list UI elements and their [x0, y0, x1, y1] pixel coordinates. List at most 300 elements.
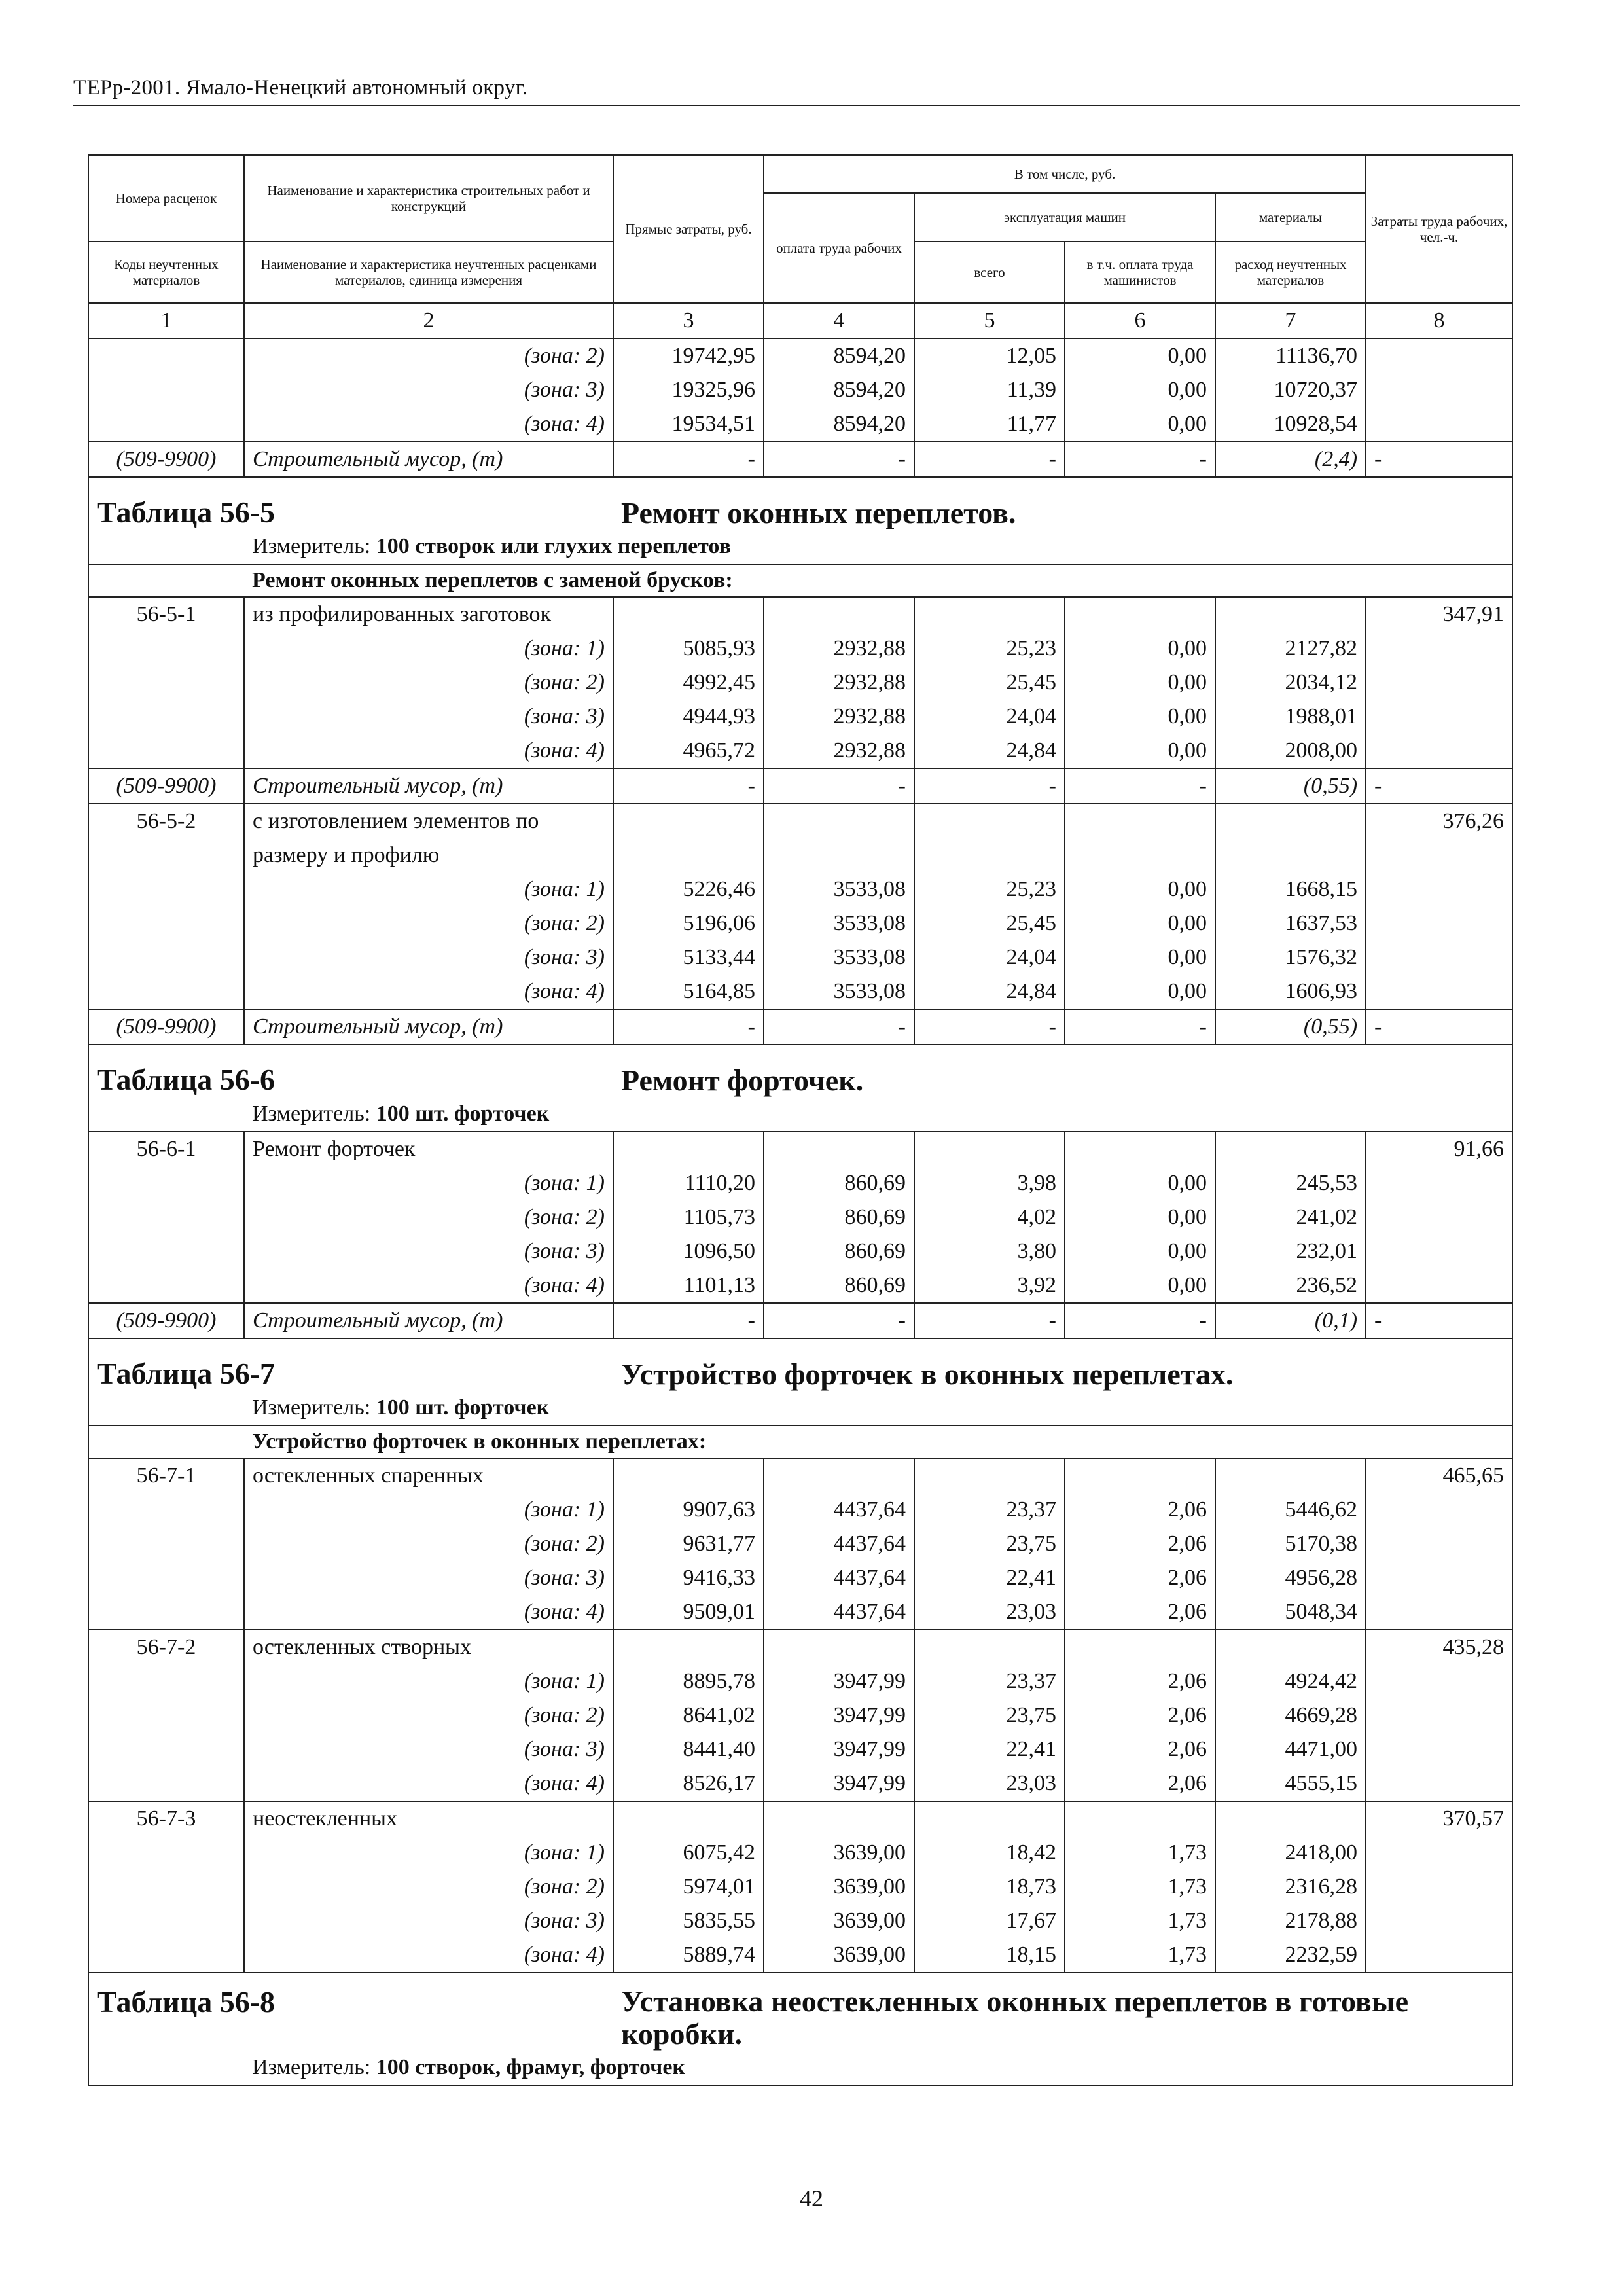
- zone-row: [88, 1904, 1512, 1938]
- code-cell: [88, 1493, 244, 1527]
- zone-label: (зона: 3): [244, 1561, 613, 1595]
- value-cell: 9907,63: [613, 1493, 764, 1527]
- value-cell: -: [613, 442, 764, 477]
- value-cell: [764, 597, 914, 632]
- code-cell: [88, 941, 244, 975]
- item-row: [88, 838, 1512, 872]
- value-cell: (0,55): [1215, 768, 1366, 804]
- zone-label: (зона: 1): [244, 1664, 613, 1698]
- value-cell: 0,00: [1065, 734, 1215, 768]
- value-cell: 6075,42: [613, 1836, 764, 1870]
- labor-cell: -: [1366, 1303, 1512, 1338]
- value-cell: 860,69: [764, 1166, 914, 1200]
- zone-row: [88, 338, 1512, 373]
- meter-row: [88, 1097, 1512, 1132]
- value-cell: 23,75: [914, 1698, 1065, 1732]
- value-cell: 2232,59: [1215, 1938, 1366, 1973]
- code-cell: [88, 1166, 244, 1200]
- value-cell: 25,45: [914, 666, 1065, 700]
- value-cell: 9631,77: [613, 1527, 764, 1561]
- debris-name: Строительный мусор, (т): [244, 1009, 613, 1045]
- meter-label: Измеритель:: [252, 2055, 376, 2079]
- debris-row: [88, 768, 1512, 804]
- section-label: Ремонт оконных переплетов с заменой брусков:: [244, 564, 1512, 597]
- code-cell: [88, 700, 244, 734]
- value-cell: 19742,95: [613, 338, 764, 373]
- value-cell: 236,52: [1215, 1268, 1366, 1303]
- value-cell: 0,00: [1065, 700, 1215, 734]
- value-cell: [1215, 804, 1366, 838]
- labor-cell: [1366, 700, 1512, 734]
- labor-cell: [1366, 1234, 1512, 1268]
- value-cell: 1,73: [1065, 1904, 1215, 1938]
- code-cell: [88, 1527, 244, 1561]
- labor-cell: [1366, 1527, 1512, 1561]
- value-cell: 5974,01: [613, 1870, 764, 1904]
- value-cell: -: [1065, 768, 1215, 804]
- zone-row: [88, 407, 1512, 442]
- value-cell: 22,41: [914, 1561, 1065, 1595]
- value-cell: 12,05: [914, 338, 1065, 373]
- item-row: [88, 597, 1512, 632]
- value-cell: 1988,01: [1215, 700, 1366, 734]
- table-number: Таблица 56-5: [88, 477, 613, 529]
- zone-row: [88, 1595, 1512, 1630]
- value-cell: 4437,64: [764, 1493, 914, 1527]
- code-cell: [88, 734, 244, 768]
- value-cell: 9416,33: [613, 1561, 764, 1595]
- value-cell: 4992,45: [613, 666, 764, 700]
- labor-cell: -: [1366, 442, 1512, 477]
- zone-label: (зона: 3): [244, 1234, 613, 1268]
- item-row: [88, 1630, 1512, 1664]
- table-number: Таблица 56-6: [88, 1045, 613, 1097]
- value-cell: 8594,20: [764, 407, 914, 442]
- value-cell: -: [914, 768, 1065, 804]
- labor-cell: [1366, 1938, 1512, 1973]
- value-cell: 3639,00: [764, 1836, 914, 1870]
- value-cell: -: [1065, 1009, 1215, 1045]
- value-cell: 860,69: [764, 1200, 914, 1234]
- code-cell: [88, 1561, 244, 1595]
- value-cell: 5226,46: [613, 872, 764, 906]
- code-cell: [88, 1200, 244, 1234]
- value-cell: 5048,34: [1215, 1595, 1366, 1630]
- section-row: [88, 564, 1512, 597]
- value-cell: [764, 838, 914, 872]
- value-cell: -: [764, 1303, 914, 1338]
- value-cell: 18,15: [914, 1938, 1065, 1973]
- value-cell: 19534,51: [613, 407, 764, 442]
- labor-cell: [1366, 1870, 1512, 1904]
- value-cell: 0,00: [1065, 1200, 1215, 1234]
- value-cell: -: [914, 1009, 1065, 1045]
- labor-cell: [1366, 1595, 1512, 1630]
- value-cell: 11,77: [914, 407, 1065, 442]
- value-cell: 23,03: [914, 1767, 1065, 1801]
- value-cell: 5835,55: [613, 1904, 764, 1938]
- zone-label: (зона: 3): [244, 700, 613, 734]
- meter-row: [88, 1391, 1512, 1426]
- value-cell: [1215, 838, 1366, 872]
- value-cell: 9509,01: [613, 1595, 764, 1630]
- debris-code: (509-9900): [88, 442, 244, 477]
- value-cell: [914, 1458, 1065, 1493]
- zone-label: (зона: 3): [244, 941, 613, 975]
- value-cell: 11,39: [914, 373, 1065, 407]
- zone-row: [88, 734, 1512, 768]
- value-cell: 0,00: [1065, 941, 1215, 975]
- column-number: 3: [613, 303, 764, 338]
- value-cell: 3639,00: [764, 1904, 914, 1938]
- value-cell: (2,4): [1215, 442, 1366, 477]
- zone-label: (зона: 2): [244, 666, 613, 700]
- value-cell: 0,00: [1065, 1268, 1215, 1303]
- value-cell: 4437,64: [764, 1561, 914, 1595]
- value-cell: [613, 1801, 764, 1836]
- value-cell: -: [914, 442, 1065, 477]
- col2-header: Наименование и характеристика строительных работ и конструкций: [244, 155, 613, 242]
- debris-name: Строительный мусор, (т): [244, 768, 613, 804]
- debris-row: [88, 1303, 1512, 1338]
- labor-cell: -: [1366, 1009, 1512, 1045]
- item-labor: 435,28: [1366, 1630, 1512, 1664]
- value-cell: [764, 804, 914, 838]
- item-row: [88, 1458, 1512, 1493]
- value-cell: 22,41: [914, 1732, 1065, 1767]
- value-cell: 24,04: [914, 941, 1065, 975]
- item-name: остекленных спаренных: [244, 1458, 613, 1493]
- value-cell: 3533,08: [764, 941, 914, 975]
- value-cell: [1065, 1458, 1215, 1493]
- code-cell: [88, 838, 244, 872]
- value-cell: 4669,28: [1215, 1698, 1366, 1732]
- value-cell: 5133,44: [613, 941, 764, 975]
- meter-label: Измеритель:: [252, 1395, 376, 1420]
- col3-header: Прямые затраты, руб.: [613, 155, 764, 303]
- section-spacer: [88, 1426, 244, 1458]
- col7-header: расход неучтенных материалов: [1215, 242, 1366, 303]
- header-rule: [73, 105, 1520, 106]
- zone-label: (зона: 3): [244, 1904, 613, 1938]
- code-cell: [88, 872, 244, 906]
- table-number: Таблица 56-8: [88, 1973, 613, 2051]
- item-code: 56-7-1: [88, 1458, 244, 1493]
- item-row: [88, 1132, 1512, 1166]
- value-cell: [613, 804, 764, 838]
- zone-row: [88, 1767, 1512, 1801]
- code-cell: [88, 1664, 244, 1698]
- meter-cell: [244, 1391, 1512, 1426]
- code-cell: [88, 1595, 244, 1630]
- value-cell: 8594,20: [764, 338, 914, 373]
- item-code: 56-7-3: [88, 1801, 244, 1836]
- column-number: 5: [914, 303, 1065, 338]
- labor-cell: [1366, 1904, 1512, 1938]
- col2-sub-header: Наименование и характеристика неучтенных расценками материалов, единица измерения: [244, 242, 613, 303]
- value-cell: 3,98: [914, 1166, 1065, 1200]
- item-name: остекленных створных: [244, 1630, 613, 1664]
- table-title-row: [88, 1973, 1512, 2051]
- value-cell: 17,67: [914, 1904, 1065, 1938]
- value-cell: 4437,64: [764, 1527, 914, 1561]
- labor-cell: [1366, 1166, 1512, 1200]
- value-cell: 23,75: [914, 1527, 1065, 1561]
- meter-row: [88, 529, 1512, 564]
- value-cell: 19325,96: [613, 373, 764, 407]
- value-cell: 10720,37: [1215, 373, 1366, 407]
- zone-label: (зона: 2): [244, 906, 613, 941]
- labor-cell: [1366, 734, 1512, 768]
- column-number-row: [88, 303, 1512, 338]
- code-cell: [88, 1268, 244, 1303]
- debris-name: Строительный мусор, (т): [244, 1303, 613, 1338]
- zone-label: (зона: 2): [244, 1200, 613, 1234]
- value-cell: [914, 838, 1065, 872]
- value-cell: -: [764, 442, 914, 477]
- zone-label: (зона: 4): [244, 1938, 613, 1973]
- code-cell: [88, 338, 244, 373]
- zone-row: [88, 1870, 1512, 1904]
- column-number: 1: [88, 303, 244, 338]
- labor-cell: [1366, 975, 1512, 1009]
- code-cell: [88, 407, 244, 442]
- value-cell: 8895,78: [613, 1664, 764, 1698]
- meter-cell: [244, 529, 1512, 564]
- value-cell: 1105,73: [613, 1200, 764, 1234]
- code-cell: [88, 1234, 244, 1268]
- labor-cell: [1366, 1698, 1512, 1732]
- zone-row: [88, 1836, 1512, 1870]
- value-cell: 0,00: [1065, 373, 1215, 407]
- materials-header: материалы: [1215, 193, 1366, 242]
- zone-label: (зона: 2): [244, 338, 613, 373]
- meter-cell: [244, 1097, 1512, 1132]
- table-title: Установка неостекленных оконных переплетов в готовые коробки.: [613, 1973, 1512, 2051]
- value-cell: -: [914, 1303, 1065, 1338]
- labor-cell: [1366, 872, 1512, 906]
- value-cell: 0,00: [1065, 666, 1215, 700]
- debris-row: [88, 442, 1512, 477]
- code-cell: [88, 975, 244, 1009]
- meter-label: Измеритель:: [252, 534, 376, 558]
- meter-value: 100 шт. форточек: [376, 1395, 550, 1420]
- value-cell: 2932,88: [764, 666, 914, 700]
- value-cell: 3947,99: [764, 1698, 914, 1732]
- zone-label: (зона: 1): [244, 632, 613, 666]
- item-name-cont: размеру и профилю: [244, 838, 613, 872]
- debris-code: (509-9900): [88, 768, 244, 804]
- value-cell: 24,04: [914, 700, 1065, 734]
- table-number: Таблица 56-7: [88, 1338, 613, 1391]
- labor-cell: [1366, 1664, 1512, 1698]
- meter-row: [88, 2051, 1512, 2085]
- meter-value: 100 шт. форточек: [376, 1102, 550, 1126]
- value-cell: 18,73: [914, 1870, 1065, 1904]
- value-cell: 3947,99: [764, 1767, 914, 1801]
- value-cell: 2932,88: [764, 700, 914, 734]
- meter-spacer: [88, 2051, 244, 2085]
- zone-row: [88, 632, 1512, 666]
- value-cell: 18,42: [914, 1836, 1065, 1870]
- value-cell: [1065, 1801, 1215, 1836]
- labor-cell: [1366, 1493, 1512, 1527]
- value-cell: 23,37: [914, 1493, 1065, 1527]
- value-cell: 2,06: [1065, 1664, 1215, 1698]
- value-cell: 0,00: [1065, 1166, 1215, 1200]
- value-cell: 0,00: [1065, 407, 1215, 442]
- table-title: Ремонт форточек.: [613, 1045, 1512, 1097]
- value-cell: 5170,38: [1215, 1527, 1366, 1561]
- zone-label: (зона: 4): [244, 975, 613, 1009]
- table-title-row: [88, 477, 1512, 529]
- value-cell: -: [613, 768, 764, 804]
- zone-row: [88, 1664, 1512, 1698]
- code-cell: [88, 1698, 244, 1732]
- value-cell: 3,80: [914, 1234, 1065, 1268]
- zone-row: [88, 1200, 1512, 1234]
- value-cell: [764, 1630, 914, 1664]
- value-cell: [1065, 1630, 1215, 1664]
- item-labor: 376,26: [1366, 804, 1512, 838]
- value-cell: [1065, 804, 1215, 838]
- zone-row: [88, 666, 1512, 700]
- zone-label: (зона: 4): [244, 1268, 613, 1303]
- column-number: 2: [244, 303, 613, 338]
- value-cell: [1366, 838, 1512, 872]
- value-cell: 2,06: [1065, 1527, 1215, 1561]
- value-cell: 860,69: [764, 1234, 914, 1268]
- code-cell: [88, 1767, 244, 1801]
- col5-header: всего: [914, 242, 1065, 303]
- zone-row: [88, 872, 1512, 906]
- value-cell: 1606,93: [1215, 975, 1366, 1009]
- item-labor: 465,65: [1366, 1458, 1512, 1493]
- value-cell: 3947,99: [764, 1664, 914, 1698]
- value-cell: 24,84: [914, 975, 1065, 1009]
- debris-code: (509-9900): [88, 1009, 244, 1045]
- labor-cell: [1366, 666, 1512, 700]
- labor-cell: [1366, 1836, 1512, 1870]
- value-cell: [764, 1801, 914, 1836]
- value-cell: 5164,85: [613, 975, 764, 1009]
- zone-label: (зона: 2): [244, 1870, 613, 1904]
- labor-cell: [1366, 407, 1512, 442]
- value-cell: 4,02: [914, 1200, 1065, 1234]
- item-name: Ремонт форточек: [244, 1132, 613, 1166]
- item-code: 56-7-2: [88, 1630, 244, 1664]
- section-label: Устройство форточек в оконных переплетах:: [244, 1426, 1512, 1458]
- item-labor: 91,66: [1366, 1132, 1512, 1166]
- value-cell: -: [613, 1009, 764, 1045]
- value-cell: 1096,50: [613, 1234, 764, 1268]
- value-cell: 5446,62: [1215, 1493, 1366, 1527]
- debris-code: (509-9900): [88, 1303, 244, 1338]
- zone-row: [88, 1493, 1512, 1527]
- value-cell: 10928,54: [1215, 407, 1366, 442]
- value-cell: (0,1): [1215, 1303, 1366, 1338]
- value-cell: [613, 1458, 764, 1493]
- item-labor: 347,91: [1366, 597, 1512, 632]
- value-cell: 4471,00: [1215, 1732, 1366, 1767]
- code-cell: [88, 1904, 244, 1938]
- value-cell: [613, 597, 764, 632]
- value-cell: 25,45: [914, 906, 1065, 941]
- debris-row: [88, 1009, 1512, 1045]
- value-cell: 11136,70: [1215, 338, 1366, 373]
- value-cell: 232,01: [1215, 1234, 1366, 1268]
- zone-row: [88, 1234, 1512, 1268]
- item-row: [88, 1801, 1512, 1836]
- value-cell: 1101,13: [613, 1268, 764, 1303]
- incl-header: В том числе, руб.: [764, 155, 1366, 193]
- value-cell: 2,06: [1065, 1493, 1215, 1527]
- value-cell: [1065, 838, 1215, 872]
- zone-row: [88, 906, 1512, 941]
- value-cell: 1,73: [1065, 1836, 1215, 1870]
- value-cell: 3533,08: [764, 872, 914, 906]
- zone-label: (зона: 1): [244, 1836, 613, 1870]
- zone-label: (зона: 4): [244, 407, 613, 442]
- column-number: 8: [1366, 303, 1512, 338]
- table-title-row: [88, 1045, 1512, 1097]
- labor-cell: [1366, 338, 1512, 373]
- value-cell: [914, 804, 1065, 838]
- value-cell: 0,00: [1065, 1234, 1215, 1268]
- value-cell: [613, 838, 764, 872]
- code-cell: [88, 1870, 244, 1904]
- item-name: неостекленных: [244, 1801, 613, 1836]
- column-number: 7: [1215, 303, 1366, 338]
- value-cell: 3947,99: [764, 1732, 914, 1767]
- col1-header: Номера расценок: [88, 155, 244, 242]
- section-spacer: [88, 564, 244, 597]
- debris-name: Строительный мусор, (т): [244, 442, 613, 477]
- value-cell: 1576,32: [1215, 941, 1366, 975]
- price-table: [88, 154, 1513, 2086]
- value-cell: 2127,82: [1215, 632, 1366, 666]
- table-title-row: [88, 1338, 1512, 1391]
- table-title: Устройство форточек в оконных переплетах.: [613, 1338, 1512, 1391]
- value-cell: 3533,08: [764, 906, 914, 941]
- value-cell: -: [1065, 1303, 1215, 1338]
- value-cell: 2932,88: [764, 632, 914, 666]
- meter-spacer: [88, 529, 244, 564]
- value-cell: 1668,15: [1215, 872, 1366, 906]
- value-cell: 3639,00: [764, 1870, 914, 1904]
- value-cell: 245,53: [1215, 1166, 1366, 1200]
- value-cell: 5085,93: [613, 632, 764, 666]
- value-cell: -: [613, 1303, 764, 1338]
- value-cell: 4555,15: [1215, 1767, 1366, 1801]
- item-labor: 370,57: [1366, 1801, 1512, 1836]
- page-header: ТЕРр-2001. Ямало-Ненецкий автономный округ.: [73, 76, 528, 99]
- labor-cell: [1366, 373, 1512, 407]
- value-cell: 2,06: [1065, 1767, 1215, 1801]
- zone-label: (зона: 4): [244, 734, 613, 768]
- value-cell: 2034,12: [1215, 666, 1366, 700]
- code-cell: [88, 906, 244, 941]
- item-name: из профилированных заготовок: [244, 597, 613, 632]
- value-cell: -: [764, 768, 914, 804]
- zone-row: [88, 1166, 1512, 1200]
- col4-header: оплата труда рабочих: [764, 193, 914, 303]
- value-cell: 23,37: [914, 1664, 1065, 1698]
- value-cell: 2,06: [1065, 1595, 1215, 1630]
- value-cell: 4965,72: [613, 734, 764, 768]
- column-number: 6: [1065, 303, 1215, 338]
- value-cell: 860,69: [764, 1268, 914, 1303]
